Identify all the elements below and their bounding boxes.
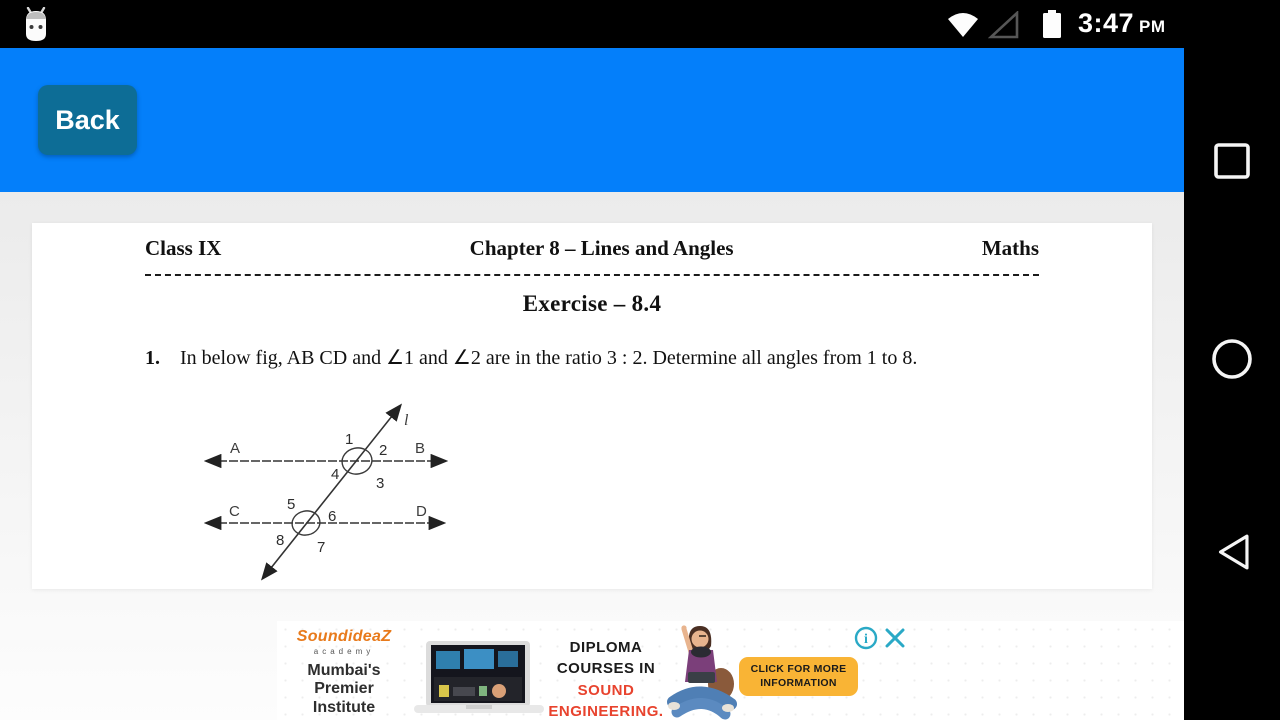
transversal-line <box>263 406 400 578</box>
angle-5: 5 <box>287 496 296 513</box>
nav-home-button[interactable] <box>1210 337 1254 381</box>
ad-headline-line2 <box>532 658 680 701</box>
ad-headline <box>532 637 680 720</box>
question-1 <box>145 346 1039 371</box>
ad-banner[interactable] <box>277 621 1184 720</box>
adchoices-info-icon[interactable] <box>854 626 878 650</box>
back-triangle-icon <box>1210 530 1254 574</box>
ad-cta-line2: INFORMATION <box>760 676 837 689</box>
back-button[interactable]: Back <box>38 85 137 155</box>
angle-7: 7 <box>317 539 326 556</box>
ad-tagline-line2: Premier Institute <box>312 680 376 716</box>
battery-icon <box>1040 8 1064 40</box>
ad-tagline-line1: Mumbai's <box>307 662 381 679</box>
exercise-title: Exercise – 8.4 <box>522 291 662 316</box>
angle-4: 4 <box>331 466 340 483</box>
cell-signal-icon <box>988 11 1020 39</box>
course-label: Class IX <box>145 236 222 260</box>
angle-2: 2 <box>379 442 388 459</box>
ad-tagline <box>281 662 407 717</box>
ad-close-icon[interactable] <box>883 626 907 650</box>
android-nav-bar <box>1184 48 1280 720</box>
label-d: D <box>416 503 427 520</box>
geometry-figure <box>200 398 470 590</box>
question-number: 1. <box>145 347 160 369</box>
nav-recents-button[interactable] <box>1210 138 1254 182</box>
status-bar <box>0 0 1280 48</box>
ad-brand-subtitle: academy <box>313 647 375 656</box>
clock-period: PM <box>1139 17 1166 36</box>
chapter-title: Chapter 8 – Lines and Angles <box>469 236 734 260</box>
header-divider <box>145 274 1039 276</box>
recents-square-icon <box>1210 138 1254 182</box>
ad-brand-logo: SoundideaZ <box>296 628 392 645</box>
android-head-icon <box>20 7 52 43</box>
ad-headline-sound: SOUND <box>577 681 635 699</box>
angle-8: 8 <box>276 532 285 549</box>
subject-label: Maths <box>981 236 1039 260</box>
angle-6: 6 <box>328 508 337 525</box>
app-header <box>0 48 1184 192</box>
label-l: l <box>404 412 409 429</box>
ad-headline-courses-in: COURSES IN <box>556 660 656 678</box>
ad-brand-block <box>281 628 407 717</box>
ad-headline-line1: DIPLOMA <box>569 639 643 656</box>
worksheet-page <box>32 223 1152 589</box>
ad-woman-image <box>661 622 741 720</box>
nav-back-button[interactable] <box>1210 530 1254 574</box>
label-c: C <box>229 503 240 520</box>
angle-3: 3 <box>376 475 385 492</box>
wifi-icon <box>946 11 980 38</box>
ad-cta-button[interactable] <box>739 657 858 696</box>
clock <box>1078 8 1166 39</box>
ad-cta-line1: CLICK FOR MORE <box>750 662 847 675</box>
home-circle-icon <box>1210 337 1254 381</box>
worksheet-header <box>145 236 1039 261</box>
ad-headline-line3: ENGINEERING. <box>548 702 664 720</box>
adchoices-info-glyph: i <box>864 632 868 647</box>
ad-laptop-image <box>413 639 545 717</box>
label-a: A <box>230 440 241 457</box>
question-text: In below fig, AB CD and ∠1 and ∠2 are in the ratio 3 : 2. Determine all angles from 1 to 8. <box>180 347 918 369</box>
angle-1: 1 <box>345 431 354 448</box>
clock-time: 3:47 <box>1078 8 1135 38</box>
label-b: B <box>415 440 426 457</box>
